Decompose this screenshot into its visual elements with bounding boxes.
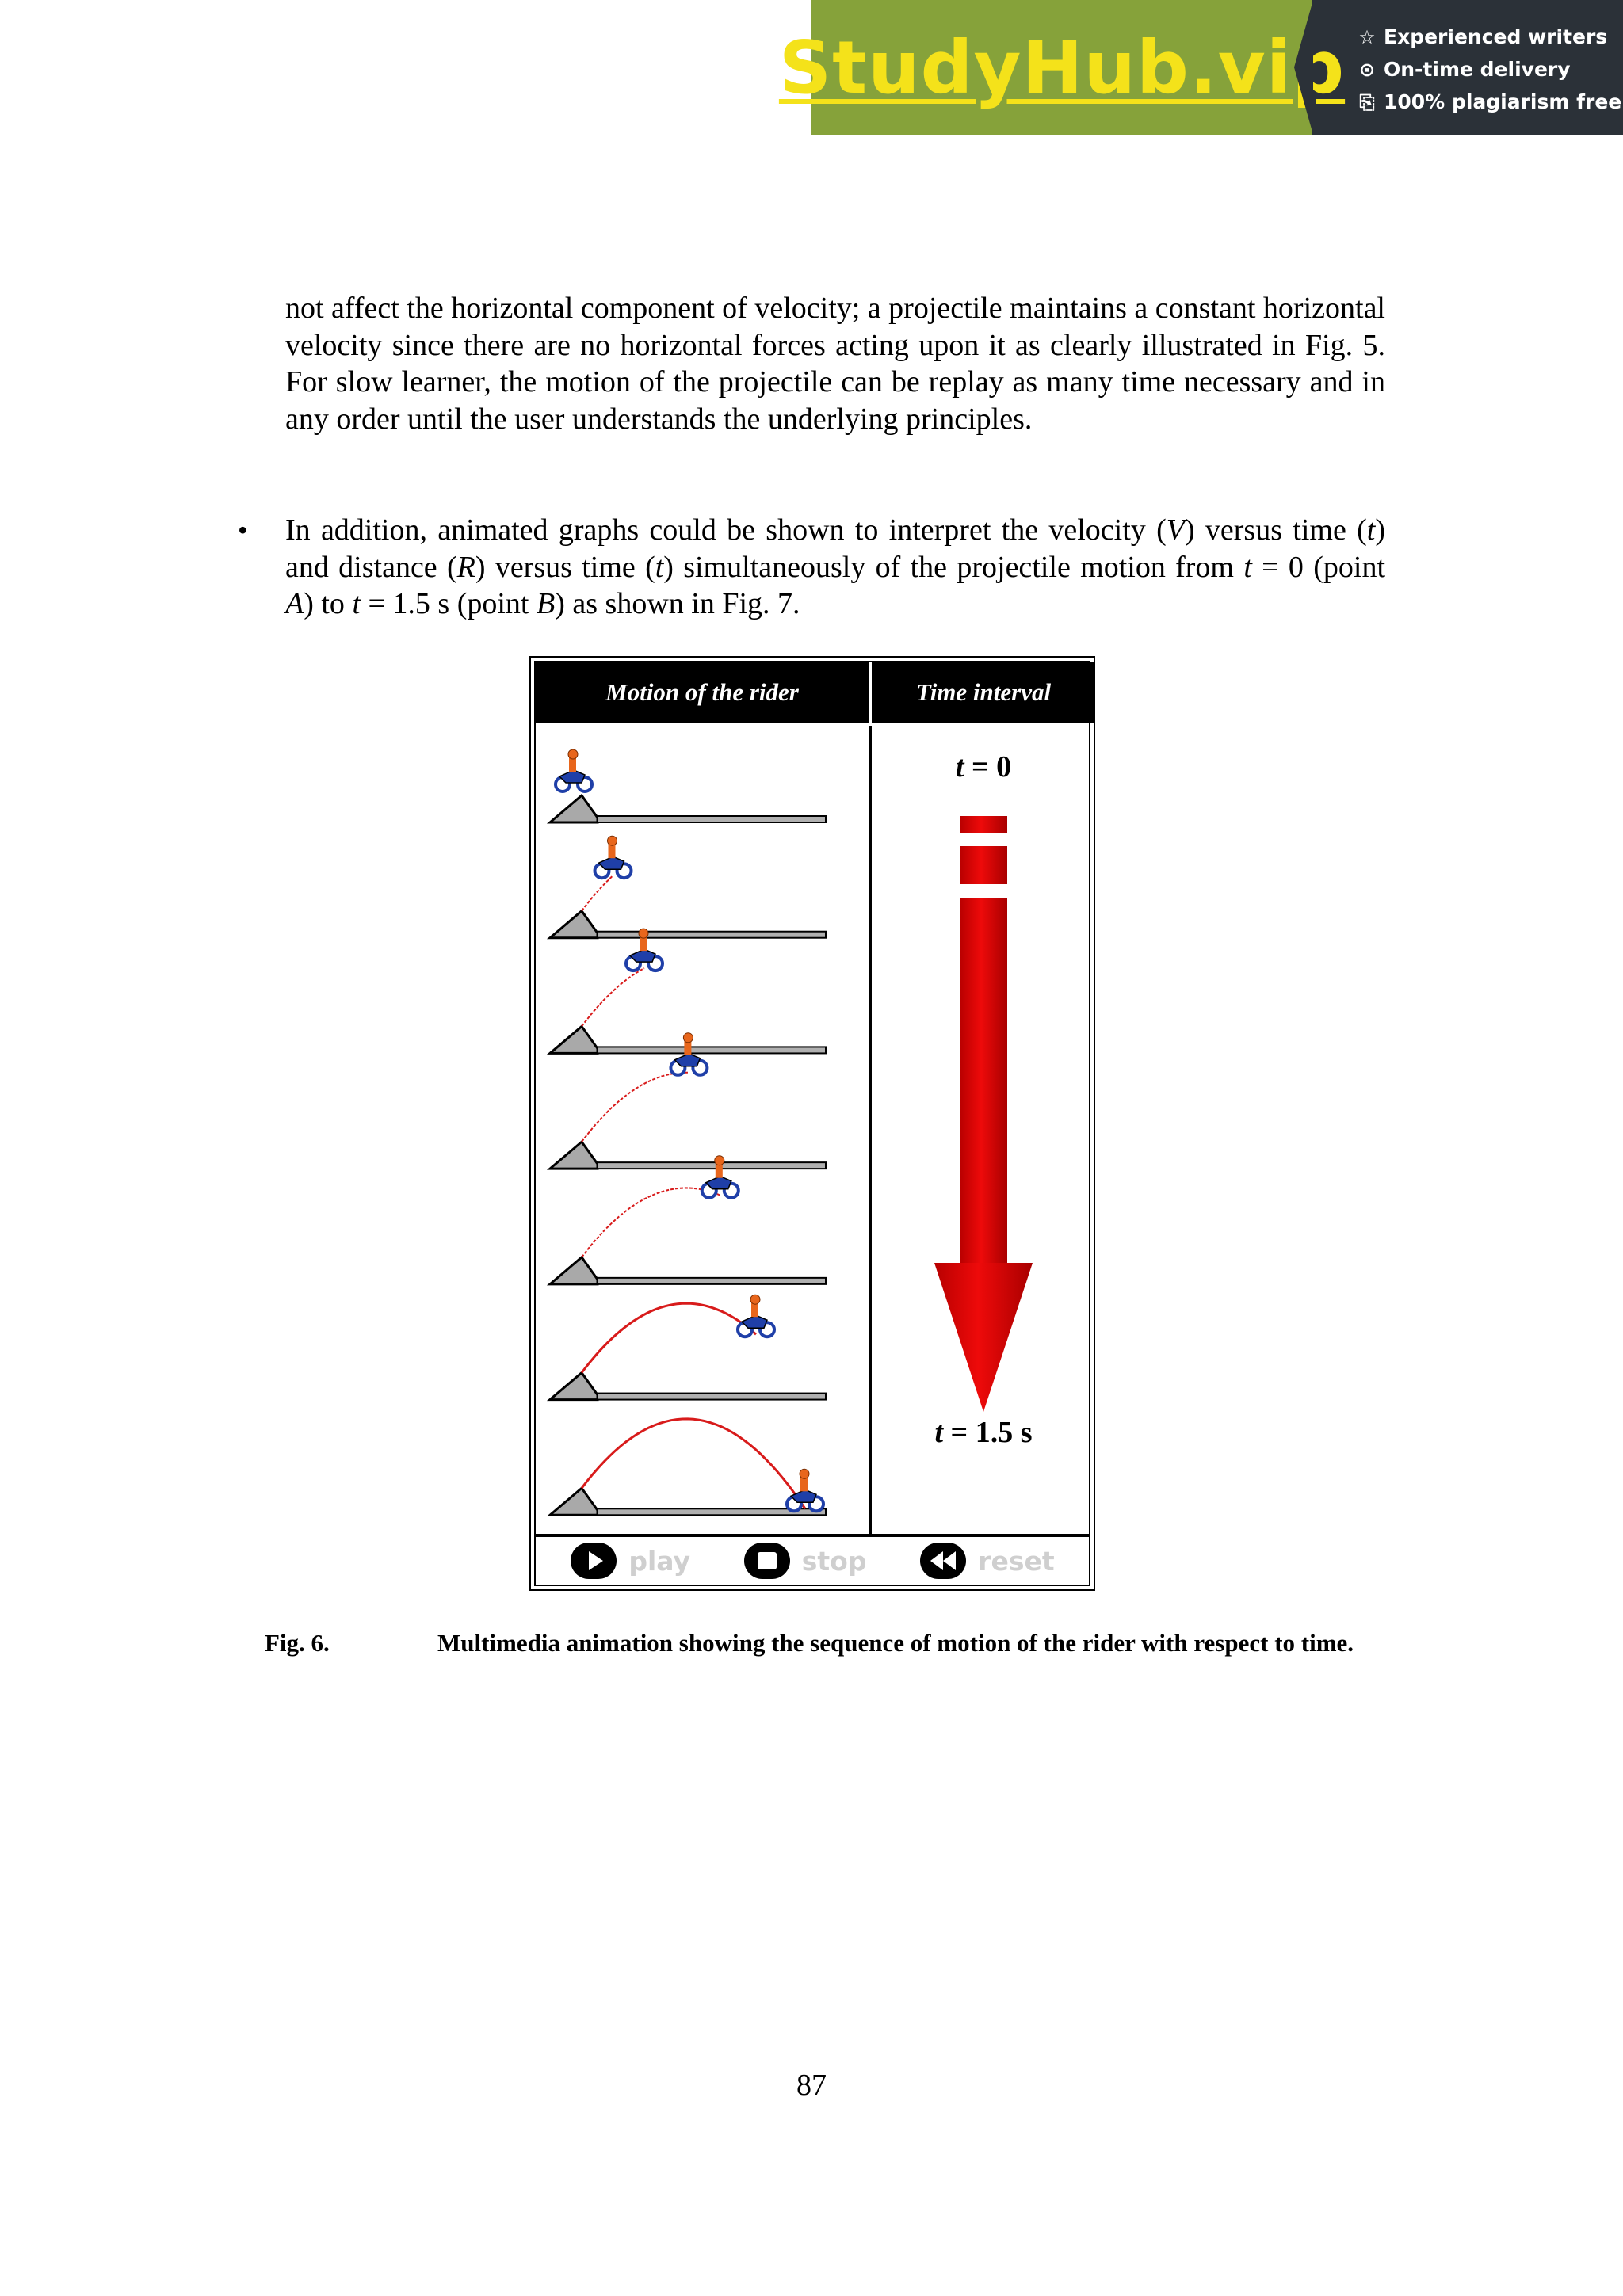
- rewind-icon: [919, 1542, 967, 1580]
- ad-banner[interactable]: [778, 0, 1623, 135]
- arrow-dash-1: [960, 816, 1007, 833]
- play-label: play: [628, 1545, 691, 1577]
- rider-head: [800, 1469, 809, 1478]
- time-var: t: [955, 750, 964, 784]
- time-start-label: [872, 749, 1095, 784]
- rider-motorbike: [556, 749, 592, 791]
- banner-features: [1312, 0, 1623, 135]
- rider-head: [683, 1033, 693, 1043]
- motion-frame: [550, 749, 826, 822]
- time-end-label: [872, 1415, 1095, 1450]
- rider-body: [640, 936, 647, 951]
- stop-icon: [743, 1542, 791, 1580]
- feature-text: 100% plagiarism free: [1384, 90, 1622, 113]
- rider-head: [608, 836, 617, 845]
- bike-body: [674, 1054, 700, 1066]
- arrow-head: [934, 1263, 1033, 1412]
- play-icon: [570, 1542, 617, 1580]
- ramp: [550, 1373, 598, 1400]
- feature-text: Experienced writers: [1384, 25, 1608, 48]
- rider-head: [639, 929, 648, 938]
- trajectory-line: [582, 1303, 756, 1373]
- trajectory-line: [582, 968, 644, 1026]
- banner-notch: [1294, 0, 1313, 135]
- stop-label: stop: [801, 1545, 867, 1577]
- motion-frame: [550, 1295, 826, 1399]
- rider-body: [800, 1477, 808, 1491]
- rider-body: [569, 757, 576, 772]
- bike-body: [599, 856, 624, 869]
- rider-body: [684, 1041, 691, 1055]
- stop-button[interactable]: [743, 1542, 867, 1580]
- symbol-A: A: [285, 587, 304, 620]
- clock-icon: ⊙: [1358, 58, 1376, 81]
- feature-experienced-writers: [1357, 21, 1623, 53]
- rider-body: [751, 1302, 758, 1317]
- feature-plagiarism-free: [1357, 86, 1623, 118]
- symbol-t: t: [352, 587, 361, 620]
- ground-track: [598, 1394, 826, 1400]
- symbol-t: t: [1243, 550, 1252, 584]
- time-arrow-graphic: [872, 726, 1095, 1534]
- bike-body: [742, 1315, 767, 1328]
- studyhub-logo[interactable]: [778, 0, 1346, 135]
- header-motion-of-rider: Motion of the rider: [536, 662, 869, 723]
- text-run: = 1.5 s (point: [361, 587, 537, 620]
- body-paragraph-2: [285, 512, 1385, 623]
- ramp: [550, 1142, 598, 1169]
- rider-head: [568, 749, 578, 759]
- ground-track: [598, 1162, 826, 1169]
- star-icon: ☆: [1358, 25, 1376, 48]
- symbol-t: t: [1366, 513, 1376, 547]
- text-run: ) and distance (: [285, 513, 1385, 584]
- figure-label: Fig. 6.: [265, 1629, 330, 1657]
- ramp: [550, 795, 598, 822]
- figure-frame: [534, 661, 1090, 1586]
- rider-body: [716, 1164, 723, 1178]
- page-number: 87: [796, 2069, 827, 2102]
- bullet-marker: •: [238, 514, 248, 546]
- ground-track: [598, 1278, 826, 1284]
- rider-motorbike: [595, 836, 632, 878]
- ground-track: [598, 816, 826, 822]
- header-time-interval: Time interval: [872, 662, 1095, 723]
- feature-text: On-time delivery: [1384, 58, 1571, 81]
- time-var: t: [934, 1416, 944, 1449]
- ground-track: [598, 1047, 826, 1053]
- copy-icon: ⎘: [1359, 90, 1375, 113]
- text-run: ) to: [304, 587, 353, 620]
- time-value: = 0: [964, 750, 1012, 784]
- symbol-t: t: [655, 550, 664, 584]
- rider-motorbike: [738, 1295, 774, 1337]
- rider-head: [750, 1295, 760, 1304]
- motion-sequence: [536, 726, 869, 1534]
- text-run: ) simultaneously of the projectile motion from: [663, 550, 1244, 584]
- arrow-shaft: [960, 898, 1007, 1263]
- play-button[interactable]: [570, 1542, 690, 1580]
- arrow-dash-2: [960, 846, 1007, 884]
- animation-figure: [529, 656, 1095, 1591]
- trajectory-line: [582, 1419, 805, 1508]
- text-run: ) as shown in Fig. 7.: [555, 587, 800, 620]
- rider-head: [715, 1156, 724, 1165]
- time-column: [872, 726, 1095, 1534]
- reset-label: reset: [978, 1545, 1055, 1577]
- time-value: = 1.5 s: [943, 1416, 1033, 1449]
- motion-frame: [550, 836, 826, 938]
- motion-column: [536, 726, 872, 1534]
- ramp: [550, 1026, 598, 1053]
- ramp: [550, 911, 598, 938]
- text-run: ) versus time (: [475, 550, 655, 584]
- symbol-R: R: [456, 550, 475, 584]
- ramp: [550, 1257, 598, 1284]
- text-run: ) versus time (: [1184, 513, 1367, 547]
- animation-controls: [536, 1534, 1089, 1585]
- bike-body: [630, 949, 655, 962]
- ramp: [550, 1488, 598, 1515]
- symbol-V: V: [1166, 513, 1185, 547]
- trajectory-line: [582, 1073, 689, 1142]
- bike-body: [706, 1177, 731, 1189]
- feature-on-time-delivery: [1357, 53, 1623, 86]
- text-run: = 0 (point: [1251, 550, 1385, 584]
- ground-track: [598, 932, 826, 938]
- trajectory-line: [582, 875, 613, 911]
- figure-caption: Multimedia animation showing the sequence of motion of the rider with respect to time.: [437, 1629, 1354, 1657]
- body-paragraph-1: not affect the horizontal component of velocity; a projectile maintains a constant horizontal velocity since there are no horizontal forces acting upon it as clearly illustrated in Fig. 5. For slow learner, the motion of the projectile can be replay as many time necessary and in any order until the user understands the underlying principles.: [285, 292, 1385, 436]
- logo-text: StudyHub.vip: [778, 25, 1346, 110]
- rider-body: [609, 844, 616, 858]
- trajectory-line: [582, 1188, 720, 1257]
- motion-frame: [550, 1419, 826, 1515]
- motion-frame: [550, 1156, 826, 1284]
- reset-button[interactable]: [919, 1542, 1054, 1580]
- bike-body: [559, 770, 585, 783]
- text-run: In addition, animated graphs could be shown to interpret the velocity (: [285, 513, 1167, 547]
- symbol-B: B: [537, 587, 556, 620]
